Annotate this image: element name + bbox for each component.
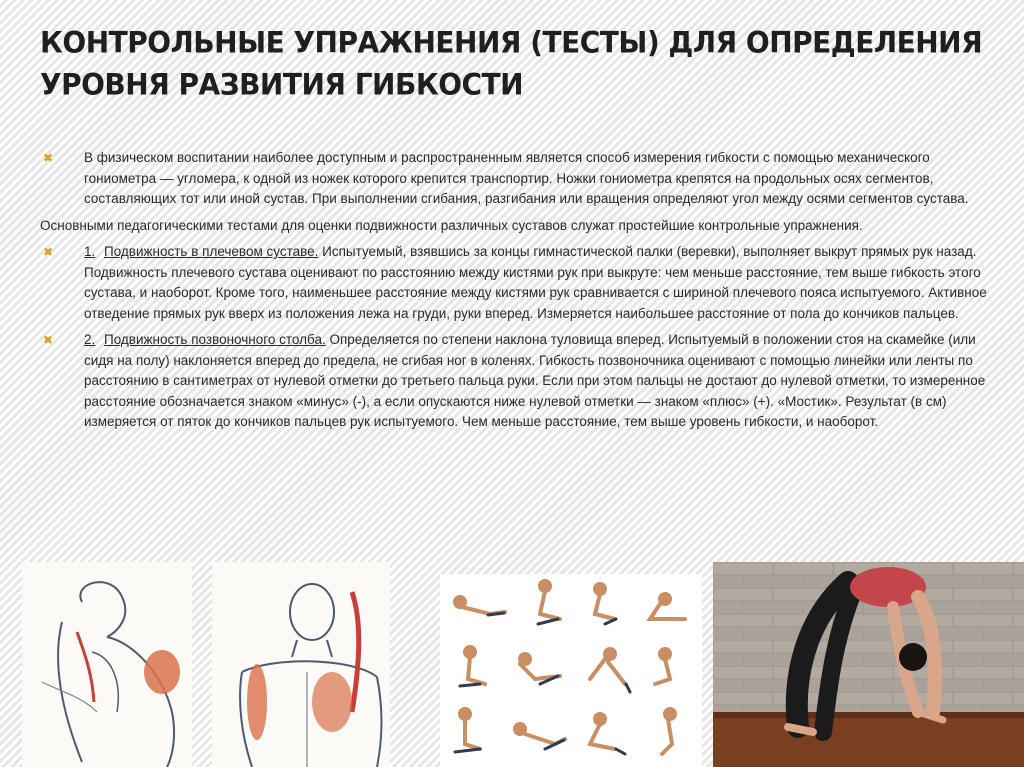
slide-body bbox=[40, 148, 990, 439]
cross-bullet-icon: ✖ bbox=[43, 333, 54, 347]
bridge-pose-photo bbox=[713, 562, 1024, 767]
slide-title: КОНТРОЛЬНЫЕ УПРАЖНЕНИЯ (ТЕСТЫ) ДЛЯ ОПРЕДЕЛЕНИЯ УРОВНЯ РАЗВИТИЯ ГИБКОСТИ bbox=[40, 25, 983, 102]
paragraph-goniometer-text: В физическом воспитании наиболее доступным и распространенным является способ измерения гибкости с помощью механического гониометра — угломера, к одной из ножек которого крепится транспортир. Ножки гониометра крепятся на продольных осях сегментов, составляющих тот или иной сустав. При выполнении сгибания, разгибания или вращения определяют угол между осями сегментов сустава. bbox=[84, 150, 969, 206]
cross-bullet-icon: ✖ bbox=[43, 151, 54, 165]
paragraph-tests-intro bbox=[40, 216, 990, 237]
paragraph-goniometer bbox=[40, 148, 990, 210]
illustration-strip bbox=[0, 562, 1024, 767]
paragraph-spine-test bbox=[40, 330, 990, 433]
torso-muscles-sketch bbox=[212, 562, 390, 767]
spine-test-heading: Подвижность позвоночного столба. bbox=[104, 332, 326, 347]
paragraph-shoulder-test bbox=[40, 242, 990, 324]
cross-bullet-icon: ✖ bbox=[43, 245, 54, 259]
paragraph-tests-intro-text: Основными педагогическими тестами для оценки подвижности различных суставов служат простейшие контрольные упражнения. bbox=[40, 217, 863, 233]
shoulder-anatomy-sketch bbox=[22, 562, 192, 767]
shoulder-test-number: 1. bbox=[84, 244, 96, 259]
spine-test-number: 2. bbox=[84, 332, 96, 347]
exercise-poses-grid bbox=[440, 574, 702, 767]
spine-test-text: Определяется по степени наклона туловища вперед. Испытуемый в положении стоя на скамейке (или сидя на полу) наклоняется вперед до предела, не сгибая ног в коленях. Гибкость позвоночника оценивают с помощью линейки или ленты по расстоянию в сантиметрах от нулевой отметки до третьего пальца руки. Если при этом пальцы не достают до нулевой отметки, то измеренное расстояние обозначается знаком «минус» (-), а если опускаются ниже нулевой отметки — знаком «плюс» (+). «Мостик». Результат (в см) измеряется от пяток до кончиков пальцев рук испытуемого. Чем меньше расстояние, тем выше уровень гибкости, и наоборот. bbox=[84, 332, 986, 429]
shoulder-test-heading: Подвижность в плечевом суставе. bbox=[104, 244, 319, 259]
shoulder-test-text: Испытуемый, взявшись за концы гимнастической палки (веревки), выполняет выкрут прямых рук назад. Подвижность плечевого сустава оценивают по расстоянию между кистями рук при выкруте: чем меньше расстояние, тем выше гибкость этого сустава, и наоборот. Кроме того, наименьшее расстояние между кистями рук сравнивается с шириной плечевого пояса испытуемого. Активное отведение прямых рук вверх из положения лежа на груди, руки вперед. Измеряется наибольшее расстояние от пола до кончиков пальцев. bbox=[84, 244, 987, 321]
